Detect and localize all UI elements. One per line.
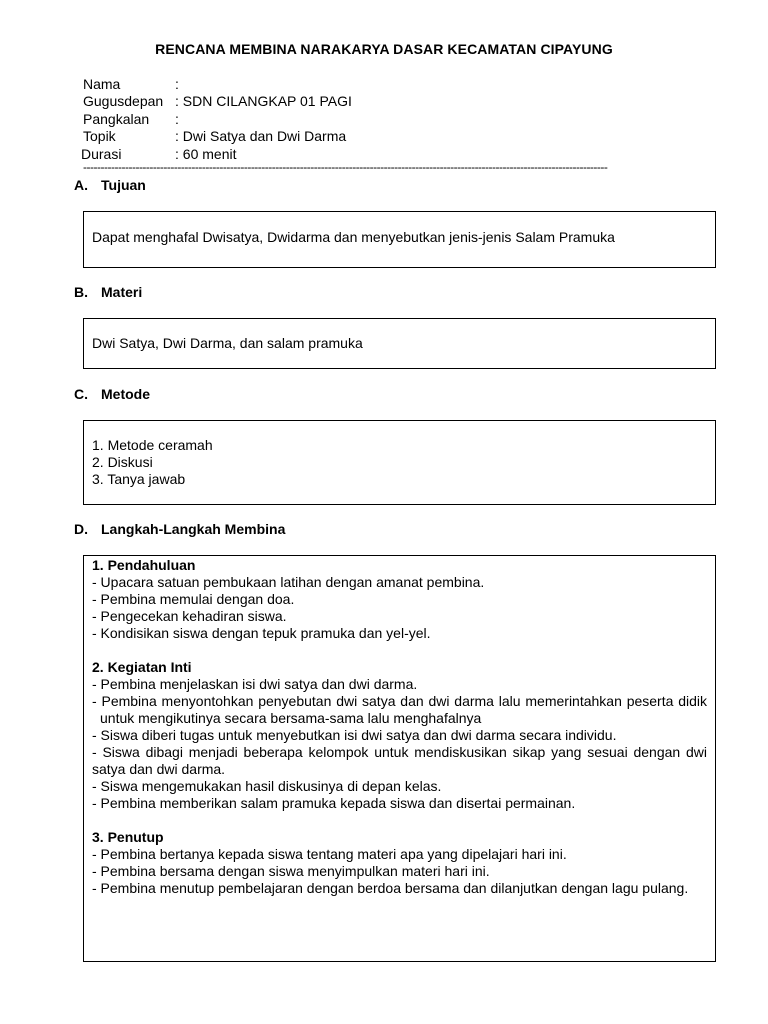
info-label: Topik xyxy=(83,128,116,145)
metode-box xyxy=(83,420,716,505)
section-title: Tujuan xyxy=(101,177,146,193)
separator-line: ------------------------------------------------------------------------------------------------------------------------------------------------------ xyxy=(83,160,608,174)
list-item: - Pembina menjelaskan isi dwi satya dan dwi darma. xyxy=(92,676,418,692)
info-label: Durasi xyxy=(81,145,122,162)
section-heading-materi xyxy=(74,284,142,300)
list-item: - Pembina menutup pembelajaran dengan berdoa bersama dan dilanjutkan dengan lagu pulang. xyxy=(92,880,689,896)
info-value: : xyxy=(175,76,179,92)
section-heading-langkah xyxy=(74,521,285,537)
info-label: Gugusdepan xyxy=(83,93,164,110)
info-value: : SDN CILANGKAP 01 PAGI xyxy=(175,93,352,110)
section-letter: C. xyxy=(74,386,88,402)
langkah-box xyxy=(83,555,716,962)
list-item: - Siswa mengemukakan hasil diskusinya di depan kelas. xyxy=(92,778,442,794)
info-label: Pangkalan xyxy=(83,110,150,127)
inti-title: 2. Kegiatan Inti xyxy=(92,659,192,675)
info-value: : xyxy=(175,110,179,127)
metode-item: 2. Diskusi xyxy=(92,454,153,470)
penutup-title: 3. Penutup xyxy=(92,829,164,845)
section-title: Metode xyxy=(101,386,150,402)
info-label: Nama xyxy=(83,76,121,92)
section-letter: B. xyxy=(74,284,88,300)
section-letter: D. xyxy=(74,521,88,537)
metode-item: 1. Metode ceramah xyxy=(92,437,213,453)
section-letter: A. xyxy=(74,177,88,193)
tujuan-box xyxy=(83,211,716,268)
list-item: - Pembina bersama dengan siswa menyimpulkan materi hari ini. xyxy=(92,863,490,879)
materi-box xyxy=(83,318,716,369)
info-value: : 60 menit xyxy=(175,145,237,162)
info-row-nama xyxy=(83,76,352,93)
list-item: - Pembina memberikan salam pramuka kepada siswa dan disertai permainan. xyxy=(92,795,576,811)
section-heading-metode xyxy=(74,386,150,402)
list-item: - Kondisikan siswa dengan tepuk pramuka dan yel-yel. xyxy=(92,625,431,641)
list-item: - Pengecekan kehadiran siswa. xyxy=(92,608,287,624)
info-row-topik xyxy=(83,128,352,145)
info-value: : Dwi Satya dan Dwi Darma xyxy=(175,128,347,145)
list-item: - Upacara satuan pembukaan latihan dengan amanat pembina. xyxy=(92,574,485,590)
info-block xyxy=(83,76,352,163)
info-row-pangkalan xyxy=(83,111,352,128)
tujuan-text: Dapat menghafal Dwisatya, Dwidarma dan menyebutkan jenis-jenis Salam Pramuka xyxy=(92,229,615,245)
pendahuluan-title: 1. Pendahuluan xyxy=(92,557,196,573)
info-row-gugusdepan xyxy=(83,93,352,110)
list-item: - Siswa diberi tugas untuk menyebutkan isi dwi satya dan dwi darma secara individu. xyxy=(92,727,617,743)
document-title: RENCANA MEMBINA NARAKARYA DASAR KECAMATAN CIPAYUNG xyxy=(155,41,613,57)
list-item: - Siswa dibagi menjadi beberapa kelompok untuk mendiskusikan sikap yang sesuai dengan dwi satya dan dwi darma. xyxy=(92,744,707,777)
materi-text: Dwi Satya, Dwi Darma, dan salam pramuka xyxy=(92,335,363,351)
section-title: Langkah-Langkah Membina xyxy=(101,521,286,537)
list-item: - Pembina bertanya kepada siswa tentang materi apa yang dipelajari hari ini. xyxy=(92,846,567,862)
section-heading-tujuan xyxy=(74,177,146,193)
list-item: - Pembina menyontohkan penyebutan dwi satya dan dwi darma lalu memerintahkan peserta didik untuk mengikutinya secara bersama-sama lalu menghafalnya xyxy=(92,693,707,726)
section-title: Materi xyxy=(101,284,143,300)
list-item: - Pembina memulai dengan doa. xyxy=(92,591,295,607)
metode-item: 3. Tanya jawab xyxy=(92,471,186,487)
